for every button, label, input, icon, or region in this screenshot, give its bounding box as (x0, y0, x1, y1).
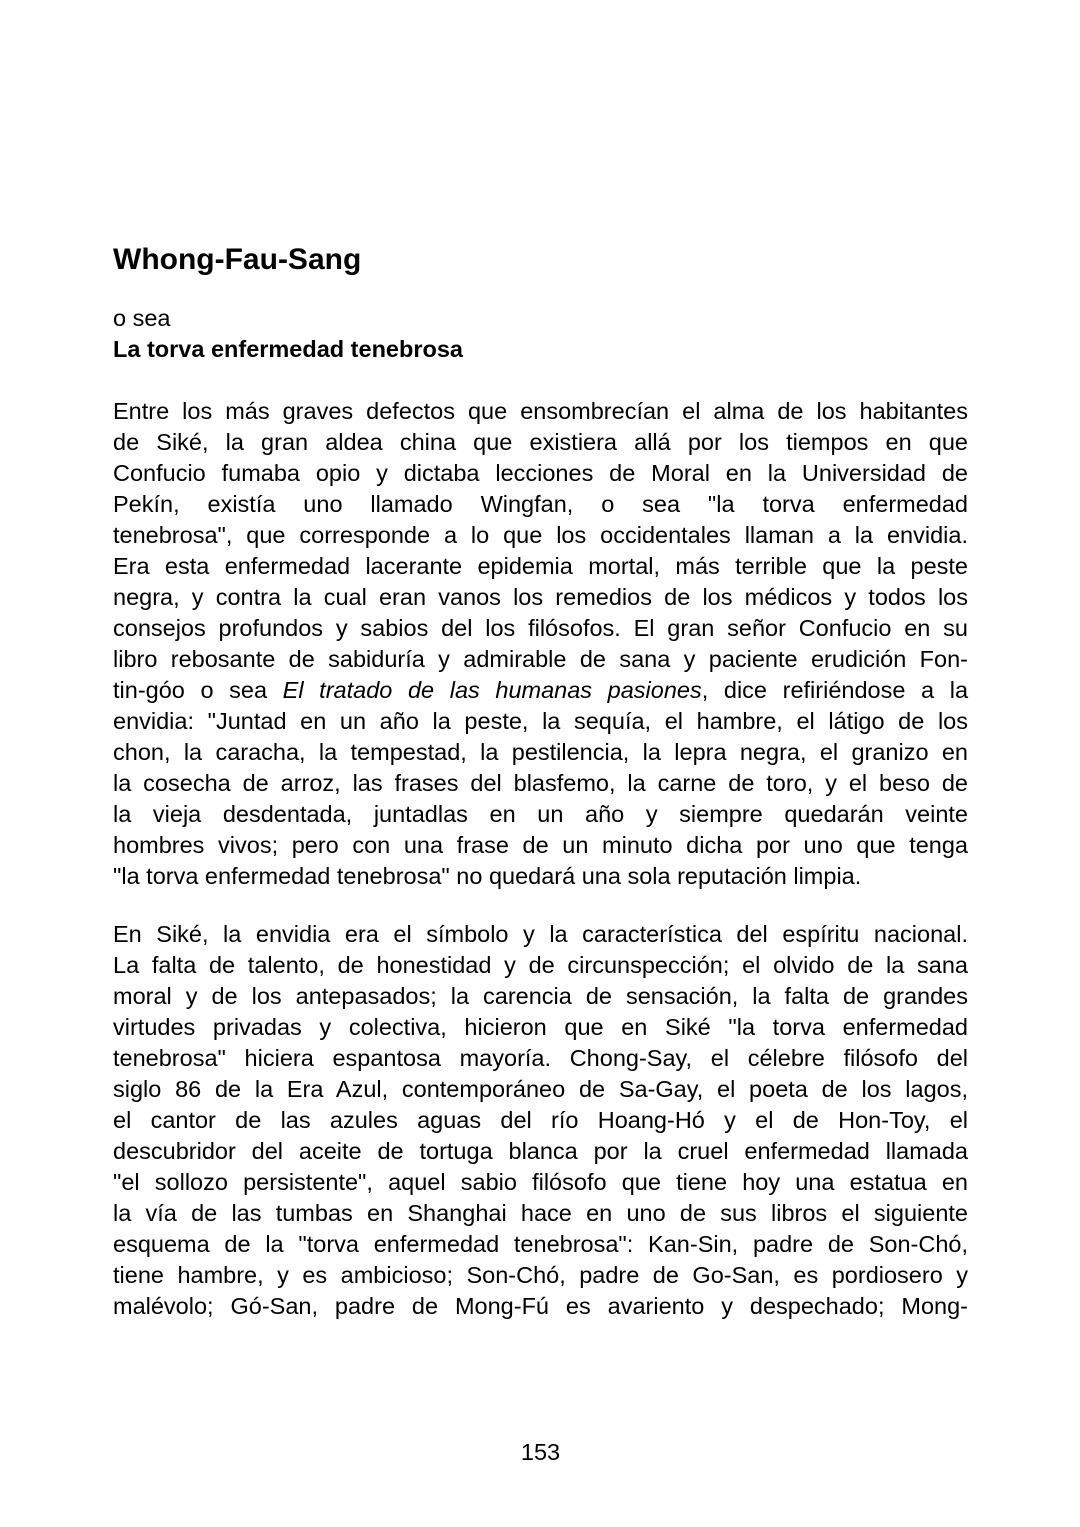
text-line (113, 1136, 968, 1167)
text-segment: Entre los más graves defectos que ensombrecían el alma de los habitantes (113, 398, 968, 424)
text-segment: de Siké, la gran aldea china que existiera allá por los tiempos en que (113, 429, 968, 455)
subtitle-line-bold: La torva enfermedad tenebrosa (113, 336, 463, 362)
text-line (113, 396, 968, 427)
text-segment: virtudes privadas y colectiva, hicieron que en Siké "la torva enfermedad (113, 1014, 968, 1040)
text-line (113, 644, 968, 675)
text-segment: esquema de la "torva enfermedad tenebrosa": Kan-Sin, padre de Son-Chó, (113, 1231, 968, 1257)
text-segment: malévolo; Gó-San, padre de Mong-Fú es avariento y despechado; Mong- (113, 1293, 968, 1319)
text-segment: tiene hambre, y es ambicioso; Son-Chó, padre de Go-San, es pordiosero y (113, 1262, 968, 1288)
subtitle-block (113, 303, 968, 365)
text-line (113, 737, 968, 768)
text-segment: envidia: "Juntad en un año la peste, la sequía, el hambre, el látigo de los (113, 708, 968, 734)
text-segment: "la torva enfermedad tenebrosa" no quedará una sola reputación limpia. (113, 863, 862, 889)
paragraph-container (113, 396, 968, 1322)
text-line (113, 830, 968, 861)
page-title: Whong-Fau-Sang (113, 243, 362, 276)
text-line (113, 1167, 968, 1198)
subtitle-line-o-sea: o sea (113, 305, 171, 331)
text-segment: el cantor de las azules aguas del río Hoang-Hó y el de Hon-Toy, el (113, 1107, 968, 1133)
text-line (113, 919, 968, 950)
text-line (113, 950, 968, 981)
text-segment: Era esta enfermedad lacerante epidemia mortal, más terrible que la peste (113, 553, 968, 579)
text-segment: Confucio fumaba opio y dictaba lecciones de Moral en la Universidad de (113, 460, 968, 486)
text-segment: la vieja desdentada, juntadlas en un año y siempre quedarán veinte (113, 801, 968, 827)
text-segment: , dice refiriéndose a la (701, 677, 969, 703)
text-line (113, 1260, 968, 1291)
text-line (113, 675, 968, 706)
text-segment: siglo 86 de la Era Azul, contemporáneo de Sa-Gay, el poeta de los lagos, (113, 1076, 968, 1102)
italic-book-title: El tratado de las humanas pasiones (282, 677, 702, 703)
text-line (113, 706, 968, 737)
text-line (113, 768, 968, 799)
text-segment: chon, la caracha, la tempestad, la pestilencia, la lepra negra, el granizo en (113, 739, 968, 765)
text-line (113, 799, 968, 830)
text-line (113, 1229, 968, 1260)
text-line (113, 1074, 968, 1105)
text-line (113, 1012, 968, 1043)
text-segment: descubridor del aceite de tortuga blanca por la cruel enfermedad llamada (113, 1138, 968, 1164)
text-segment: tenebrosa" hiciera espantosa mayoría. Chong-Say, el célebre filósofo del (113, 1045, 968, 1071)
text-line (113, 1198, 968, 1229)
text-line (113, 551, 968, 582)
text-segment: Pekín, existía uno llamado Wingfan, o sea "la torva enfermedad (113, 491, 968, 517)
text-segment: libro rebosante de sabiduría y admirable de sana y paciente erudición Fon- (113, 646, 968, 672)
text-segment: hombres vivos; pero con una frase de un minuto dicha por uno que tenga (113, 832, 968, 858)
text-segment: la vía de las tumbas en Shanghai hace en uno de sus libros el siguiente (113, 1200, 968, 1226)
text-segment: tin-góo o sea (113, 677, 283, 703)
text-segment: En Siké, la envidia era el símbolo y la característica del espíritu nacional. (113, 921, 968, 947)
text-segment: consejos profundos y sabios del los filósofos. El gran señor Confucio en su (113, 615, 968, 641)
paragraph (113, 396, 968, 892)
text-segment: moral y de los antepasados; la carencia de sensación, la falta de grandes (113, 983, 968, 1009)
text-segment: La falta de talento, de honestidad y de circunspección; el olvido de la sana (113, 952, 968, 978)
text-segment: "el sollozo persistente", aquel sabio filósofo que tiene hoy una estatua en (113, 1169, 968, 1195)
paragraph (113, 919, 968, 1322)
text-line (113, 582, 968, 613)
text-segment: la cosecha de arroz, las frases del blasfemo, la carne de toro, y el beso de (113, 770, 968, 796)
page-number: 153 (520, 1439, 561, 1465)
text-line (113, 520, 968, 551)
text-line (113, 613, 968, 644)
text-line (113, 427, 968, 458)
text-line (113, 981, 968, 1012)
text-segment: negra, y contra la cual eran vanos los remedios de los médicos y todos los (113, 584, 968, 610)
text-line (113, 1291, 968, 1322)
text-line (113, 1043, 968, 1074)
text-line (113, 1105, 968, 1136)
text-line (113, 458, 968, 489)
text-line (113, 489, 968, 520)
text-segment: tenebrosa", que corresponde a lo que los occidentales llaman a la envidia. (113, 522, 968, 548)
text-line (113, 861, 968, 892)
